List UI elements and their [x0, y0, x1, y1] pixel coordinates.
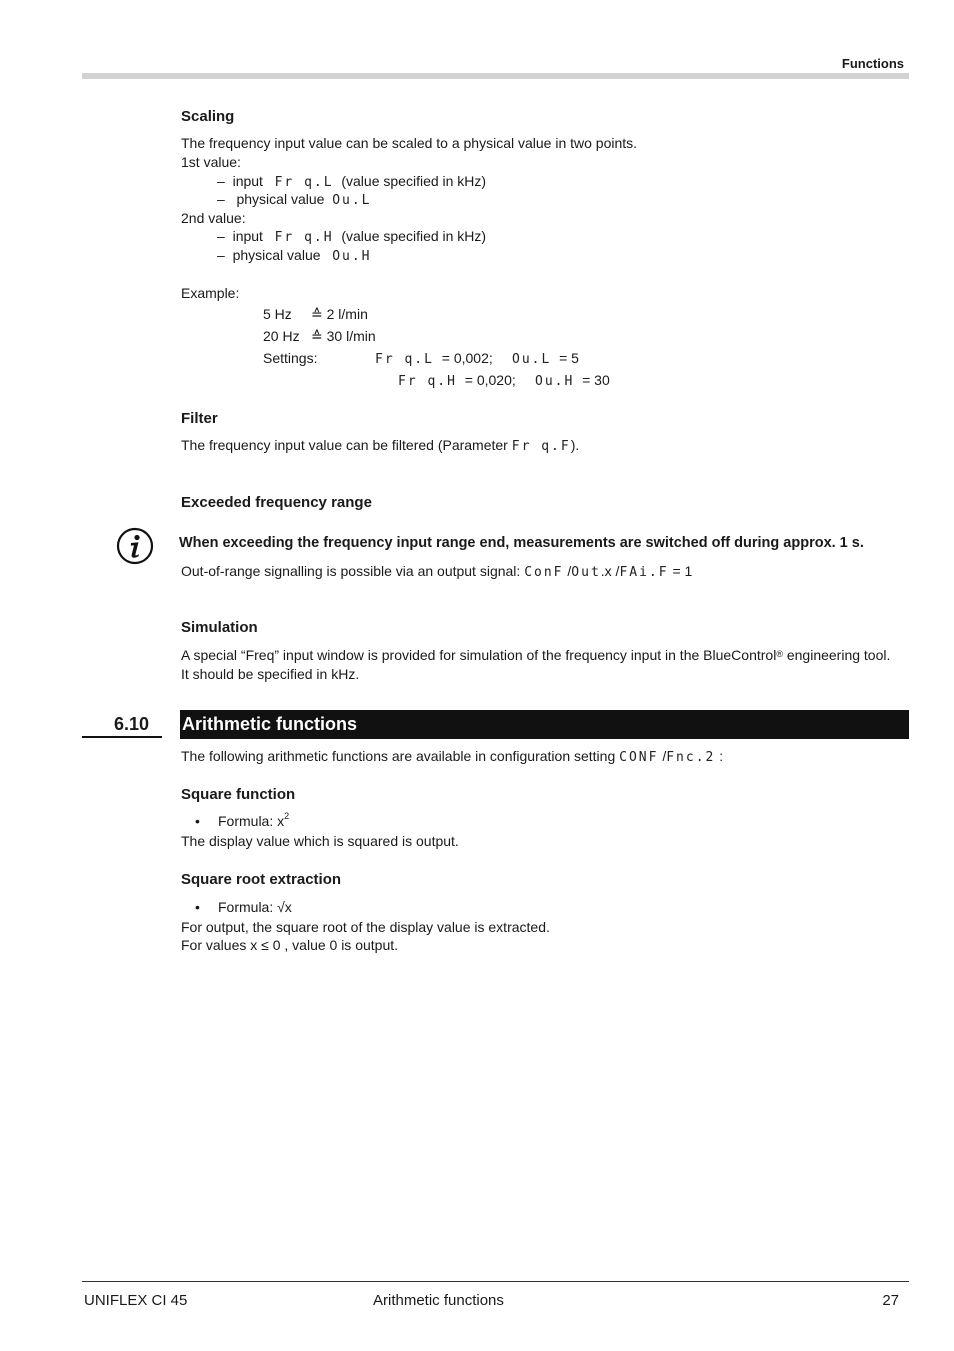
- settings-line-2: [398, 371, 516, 391]
- example-row-1-right: ≙ 2 l/min: [311, 306, 368, 322]
- footer-chapter: Arithmetic functions: [373, 1292, 504, 1309]
- square-text: The display value which is squared is output.: [181, 833, 459, 849]
- settings-label: Settings:: [263, 350, 318, 366]
- second-physical-item: [217, 246, 372, 266]
- exceeded-heading: Exceeded frequency range: [181, 494, 372, 511]
- separator: /: [567, 563, 572, 579]
- filter-sentence: The frequency input value can be filtered (Parameter: [181, 437, 508, 453]
- header-section-label: Functions: [841, 56, 904, 71]
- item-text: input: [232, 228, 263, 244]
- param-code: CONF: [619, 750, 659, 765]
- param-code: Fr q.H: [274, 230, 334, 245]
- scaling-intro: The frequency input value can be scaled to a physical value in two points.: [181, 135, 638, 151]
- item-text: physical value: [232, 247, 321, 263]
- sqrt-line-1: For output, the square root of the display value is extracted.: [181, 919, 550, 935]
- square-bullet: •: [195, 813, 200, 829]
- simulation-line-2: It should be specified in kHz.: [181, 666, 360, 682]
- filter-close: ).: [570, 437, 580, 453]
- section-intro: [181, 747, 723, 767]
- header-rule: [82, 73, 909, 79]
- dash: –: [217, 191, 225, 207]
- first-physical-item: [217, 190, 372, 210]
- square-formula: [218, 812, 289, 832]
- scaling-heading: Scaling: [181, 108, 235, 125]
- square-heading: Square function: [181, 786, 296, 803]
- first-input-item: [217, 172, 486, 192]
- param-code: Out: [571, 565, 601, 580]
- simulation-heading: Simulation: [181, 619, 258, 636]
- item-suffix: (value specified in kHz): [341, 228, 487, 244]
- param-code: Fr q.L: [375, 352, 434, 367]
- param-code: Ou.L: [332, 193, 372, 208]
- param-code: FAi.F: [619, 565, 669, 580]
- filter-heading: Filter: [181, 410, 218, 427]
- param-code: Fr q.F: [511, 439, 571, 454]
- dash: –: [217, 228, 225, 244]
- footer-product: UNIFLEX CI 45: [84, 1292, 188, 1309]
- sqrt-bullet: •: [195, 899, 200, 915]
- dash: –: [217, 173, 225, 189]
- example-row-2-left: 20 Hz: [263, 328, 300, 344]
- param-code: Ou.H: [332, 249, 372, 264]
- exceeded-warning: When exceeding the frequency input range end, measurements are switched off during approx. 1 s.: [179, 535, 864, 551]
- registered-mark: ®: [776, 649, 783, 659]
- signal-end: = 1: [672, 563, 693, 579]
- item-text: physical value: [236, 191, 325, 207]
- second-input-item: [217, 227, 486, 247]
- formula-exponent: 2: [284, 811, 290, 821]
- simulation-text: A special “Freq” input window is provided for simulation of the frequency input in the BlueControl: [181, 647, 777, 663]
- item-text: input: [232, 173, 263, 189]
- item-suffix: (value specified in kHz): [341, 173, 487, 189]
- settings-line-1-b: [512, 349, 579, 369]
- settings-line-2-b: [535, 371, 610, 391]
- footer-rule: [82, 1281, 909, 1282]
- formula-label: Formula: x: [218, 813, 285, 829]
- sqrt-line-2: For values x ≤ 0 , value 0 is output.: [181, 937, 399, 953]
- signal-text: Out-of-range signalling is possible via an output signal:: [181, 563, 521, 579]
- param-code: Fnc.2: [666, 750, 716, 765]
- dash: –: [217, 247, 225, 263]
- simulation-line-1: [181, 646, 890, 666]
- example-label: Example:: [181, 285, 240, 301]
- param-value: = 5: [559, 350, 579, 366]
- intro-text: The following arithmetic functions are available in configuration setting: [181, 748, 616, 764]
- sqrt-heading: Square root extraction: [181, 871, 342, 888]
- info-icon: [116, 527, 154, 565]
- param-code: Fr q.L: [274, 175, 334, 190]
- page-number: 27: [882, 1292, 899, 1309]
- simulation-text-end: engineering tool.: [786, 647, 891, 663]
- settings-line-1: [375, 349, 493, 369]
- example-row-1-left: 5 Hz: [263, 306, 292, 322]
- section-number: 6.10: [114, 714, 150, 734]
- separator: /: [662, 748, 667, 764]
- param-value: = 0,020;: [464, 372, 516, 388]
- second-value-label: 2nd value:: [181, 210, 246, 226]
- filter-text: [181, 436, 579, 456]
- section-number-rule: [82, 736, 162, 738]
- intro-end: :: [719, 748, 724, 764]
- param-value: = 30: [582, 372, 610, 388]
- param-value: = 0,002;: [441, 350, 493, 366]
- param-code: Ou.L: [512, 352, 552, 367]
- exceeded-signal-line: [181, 562, 692, 582]
- signal-mid: .x /: [600, 563, 620, 579]
- example-row-2-right: ≙ 30 l/min: [311, 328, 376, 344]
- param-code: Ou.H: [535, 374, 575, 389]
- sqrt-formula: Formula: √x: [218, 899, 292, 915]
- param-code: ConF: [524, 565, 564, 580]
- section-title: Arithmetic functions: [182, 714, 358, 734]
- param-code: Fr q.H: [398, 374, 457, 389]
- first-value-label: 1st value:: [181, 154, 241, 170]
